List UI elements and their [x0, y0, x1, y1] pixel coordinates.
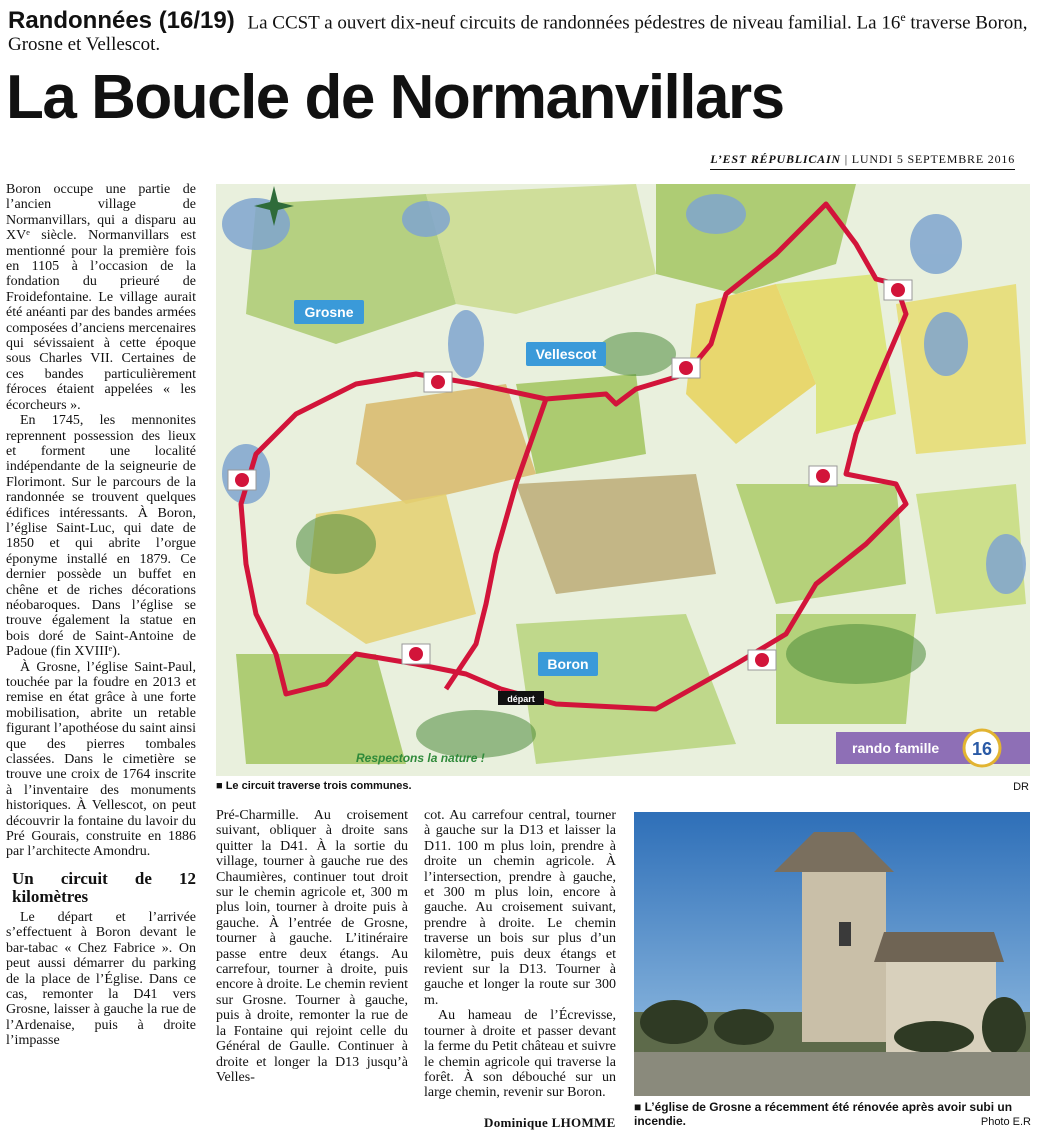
- map-caption: ■ Le circuit traverse trois communes.: [216, 780, 412, 792]
- subheading: Un circuit de 12 kilomètres: [12, 868, 196, 906]
- photo-caption-text: L’église de Grosne a récemment été rénovée après avoir subi un incendie.: [634, 1100, 1013, 1128]
- series-title: Randonnées (16/19): [8, 7, 235, 35]
- article-column-3: [424, 808, 616, 1101]
- photo-caption: ■ L’église de Grosne a récemment été rénovée après avoir subi un incendie.: [634, 1100, 1013, 1128]
- respect-nature-note: Respectons la nature !: [356, 751, 485, 765]
- dateline: L’EST RÉPUBLICAIN | LUNDI 5 SEPTEMBRE 2016: [710, 152, 1015, 170]
- paragraph: Au hameau de l’Écrevisse, tourner à droite et passer devant la ferme du Petit château et suivre le chemin agricole qui traverse la forêt. À son débouché sur un large chemin, revenir sur Boron.: [424, 1008, 616, 1101]
- article-column-1: [6, 182, 196, 1049]
- svg-text:16: 16: [971, 739, 993, 759]
- kicker: [8, 6, 1038, 56]
- paragraph: Le départ et l’arrivée s’effectuent à Boron devant le bar-tabac « Chez Fabrice ». On peut aussi démarrer du parking de la place de l’Église. Dans ce cas, remonter la D41 vers Grosne, laisser à gauche la rue de l’Ardenaise, puis à droite l’impasse: [6, 909, 196, 1049]
- article-column-2: [216, 808, 408, 1085]
- publication-name: L’EST RÉPUBLICAIN: [710, 152, 841, 166]
- svg-text:Grosne: Grosne: [304, 304, 354, 320]
- map-credit: DR: [1013, 781, 1029, 793]
- route-map: [216, 184, 1030, 776]
- paragraph: cot. Au carrefour central, tourner à gauche sur la D13 et laisser la D11. 100 m plus loin, prendre à droite un chemin agricole. À l’intersection, prendre à gauche, et 300 m plus loin, encore à gauche. Au croisement suivant, prendre à droite. Le chemin traverse un bois sur plus d’un kilomètre, puis deux étangs et revient sur la D13. Tourner à gauche et longer la route sur 300 m.: [424, 808, 616, 1008]
- paragraph: À Grosne, l’église Saint-Paul, touchée par la foudre en 2013 et remise en état grâce à une forte mobilisation, abrite un retable figurant l’apothéose du saint ainsi que des pierres tombales classées. Dans le cimetière se trouve une croix de 1764 inscrite à l’inventaire des monuments historiques. À Vellescot, on peut découvrir la fontaine du lavoir du Pré Gourais, construite en 1886 par l’architecte Amondru.: [6, 659, 196, 860]
- label-boron: [538, 652, 598, 676]
- headline: La Boucle de Normanvillars: [6, 63, 784, 132]
- photo-credit: Photo E.R: [980, 1116, 1031, 1128]
- svg-text:départ: départ: [507, 694, 535, 704]
- kicker-sup: e: [900, 10, 906, 24]
- svg-text:rando famille: rando famille: [852, 740, 940, 756]
- svg-text:Vellescot: Vellescot: [535, 346, 597, 362]
- label-depart: [498, 691, 544, 705]
- map-caption-text: Le circuit traverse trois communes.: [225, 780, 412, 792]
- paragraph: Boron occupe une partie de l’ancien village de Normanvillars, qui a disparu au XVᵉ siècle. Normanvillars est mentionné pour la première fois en 1105 à l’occasion de la fondation du prieuré de Froidefontaine. Le village aurait été anéanti par des bandes armées composées d’anciens mercenaires qui sévissaient à cette époque sous Charles VII. Certaines de ces bandes particulièrement féroces étaient appelées « les écorcheurs ».: [6, 182, 196, 413]
- paragraph: Pré-Charmille. Au croisement suivant, obliquer à droite sans quitter la D41. À la sortie du village, tourner à gauche rue des Chaumières, continuer tout droit sur le chemin agricole et, 300 m plus loin, tourner à droite puis à gauche. À l’entrée de Grosne, tourner à gauche. L’itinéraire passe entre deux étangs. Au carrefour, tourner à droite, puis encore à droite. Le chemin revient sur Grosne. Tourner à gauche, puis à droite, remonter la rue de la Fontaine qui rejoint celle du Général de Gaulle. Continuer à droite et longer la D13 jusqu’à Velles-: [216, 808, 409, 1085]
- label-vellescot: [526, 342, 606, 366]
- publication-date: LUNDI 5 SEPTEMBRE 2016: [851, 152, 1015, 166]
- kicker-intro: La CCST a ouvert dix-neuf circuits de randonnées pédestres de niveau familial. La 16: [247, 12, 901, 34]
- author-byline: Dominique LHOMME: [484, 1115, 616, 1130]
- kicker-intro-end: traverse Boron, Grosne et Vellescot.: [8, 12, 1028, 56]
- label-grosne: [294, 300, 364, 324]
- paragraph: En 1745, les mennonites reprennent possession des lieux et forment une localité indépendante de la seigneurie de Florimont. Sur le parcours de la randonnée se trouvent quelques édifices intéressants. À Boron, l’église Saint-Luc, qui date de 1850 et qui abrite l’orgue éponyme installé en 1879. Ce dernier possède un buffet en chêne et de riches décorations néobaroques. Dans l’église se trouve également la statue en bois doré de Saint-Antoine de Padoue (fin XVIIIᵉ).: [6, 413, 196, 660]
- rando-famille-badge: [836, 730, 1030, 766]
- church-photo: [634, 812, 1030, 1096]
- svg-text:Boron: Boron: [547, 656, 589, 672]
